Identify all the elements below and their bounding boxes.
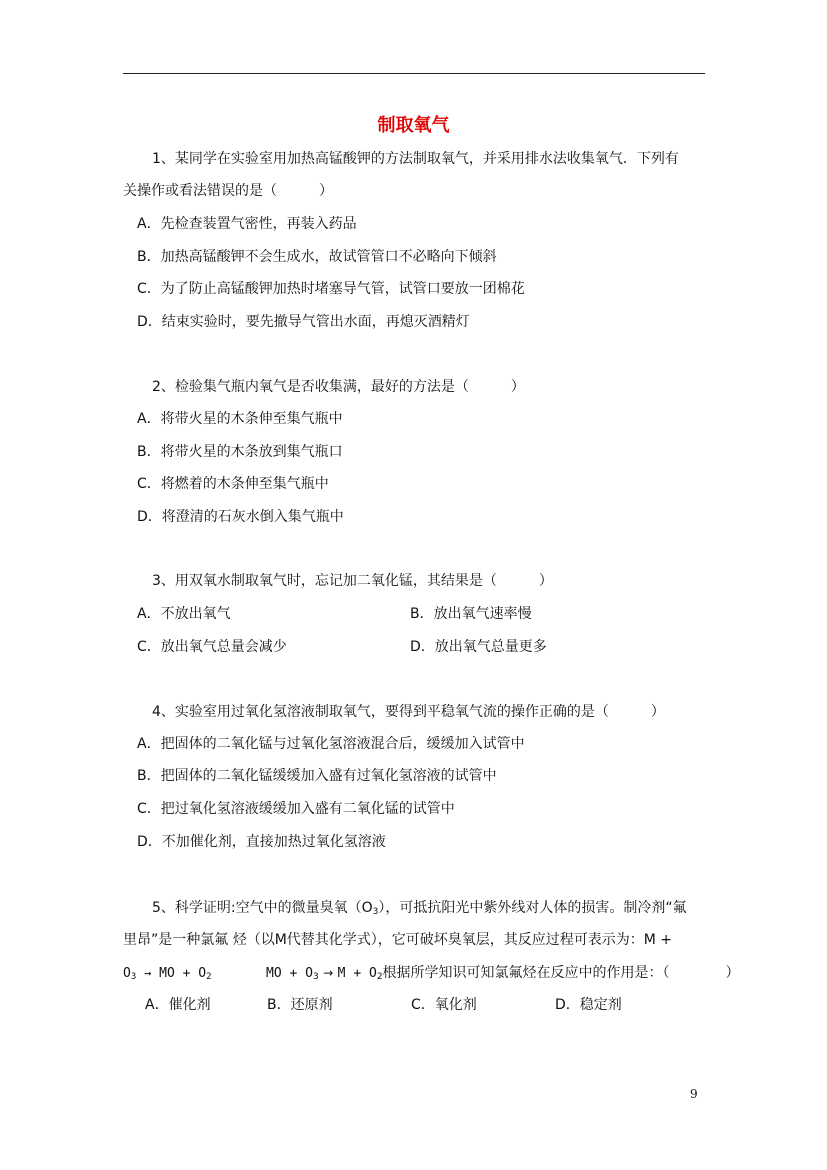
q4-option-a: A．把固体的二氧化锰与过氧化氢溶液混合后，缓缓加入试管中 xyxy=(137,736,525,752)
q5-stem-line2: 里昂”是一种氯氟 烃（以M代替其化学式），它可破坏臭氧层，其反应过程可表示为：M + xyxy=(123,932,673,948)
q3-stem: 3、用双氧水制取氧气时，忘记加二氧化锰，其结果是（ ） xyxy=(152,573,553,589)
arrow-icon: → xyxy=(144,966,152,980)
q5-option-b: B．还原剂 xyxy=(267,997,333,1013)
q4-option-d: D．不加催化剂，直接加热过氧化氢溶液 xyxy=(137,834,386,850)
q5-option-a: A．催化剂 xyxy=(145,997,211,1013)
q2-stem: 2、检验集气瓶内氧气是否收集满，最好的方法是（ ） xyxy=(152,379,525,395)
q5-option-c: C．氧化剂 xyxy=(411,997,477,1013)
q5-equation-2: MO + $O_3 \to M + O_2$根据所学知识可知氯氟烃在反应中的作用是：（ ） xyxy=(266,965,740,982)
q1-option-b: B．加热高锰酸钾不会生成水，故试管管口不必略向下倾斜 xyxy=(137,249,497,265)
page-title: 制取氧气 xyxy=(377,115,450,136)
q2-option-d: D．将澄清的石灰水倒入集气瓶中 xyxy=(137,509,344,525)
page-number: 9 xyxy=(690,1087,698,1101)
q5-option-d: D．稳定剂 xyxy=(555,997,622,1013)
q5-equation-1: $O_3$ → MO + $O_2$ xyxy=(123,966,212,982)
header-rule xyxy=(123,73,705,74)
q2-option-c: C．将燃着的木条伸至集气瓶中 xyxy=(137,476,329,492)
q2-option-a: A．将带火星的木条伸至集气瓶中 xyxy=(137,411,343,427)
q2-option-b: B．将带火星的木条放到集气瓶口 xyxy=(137,444,343,460)
q3-option-d: D．放出氧气总量更多 xyxy=(410,639,547,655)
q1-option-a: A．先检查装置气密性，再装入药品 xyxy=(137,216,357,232)
q1-stem-line2: 关操作或看法错误的是（ ） xyxy=(123,183,333,199)
q5-stem-line1: 5、科学证明:空气中的微量臭氧$(O_3)$，可抵抗阳光中紫外线对人体的损害。制冷剂“氟 xyxy=(152,900,687,917)
q4-stem: 4、实验室用过氧化氢溶液制取氧气，要得到平稳氧气流的操作正确的是（ ） xyxy=(152,704,665,720)
q1-option-c: C．为了防止高锰酸钾加热时堵塞导气管，试管口要放一团棉花 xyxy=(137,281,525,297)
q3-option-c: C．放出氧气总量会减少 xyxy=(137,639,287,655)
arrow-icon: → xyxy=(323,966,334,980)
q3-option-b: B．放出氧气速率慢 xyxy=(410,606,532,622)
q4-option-c: C．把过氧化氢溶液缓缓加入盛有二氧化锰的试管中 xyxy=(137,801,455,817)
q1-stem-line1: 1、某同学在实验室用加热高锰酸钾的方法制取氧气，并采用排水法收集氧气．下列有 xyxy=(152,151,679,167)
q3-option-a: A．不放出氧气 xyxy=(137,606,231,622)
q1-option-d: D．结束实验时，要先撤导气管出水面，再熄灭酒精灯 xyxy=(137,314,470,330)
q4-option-b: B．把固体的二氧化锰缓缓加入盛有过氧化氢溶液的试管中 xyxy=(137,768,497,784)
